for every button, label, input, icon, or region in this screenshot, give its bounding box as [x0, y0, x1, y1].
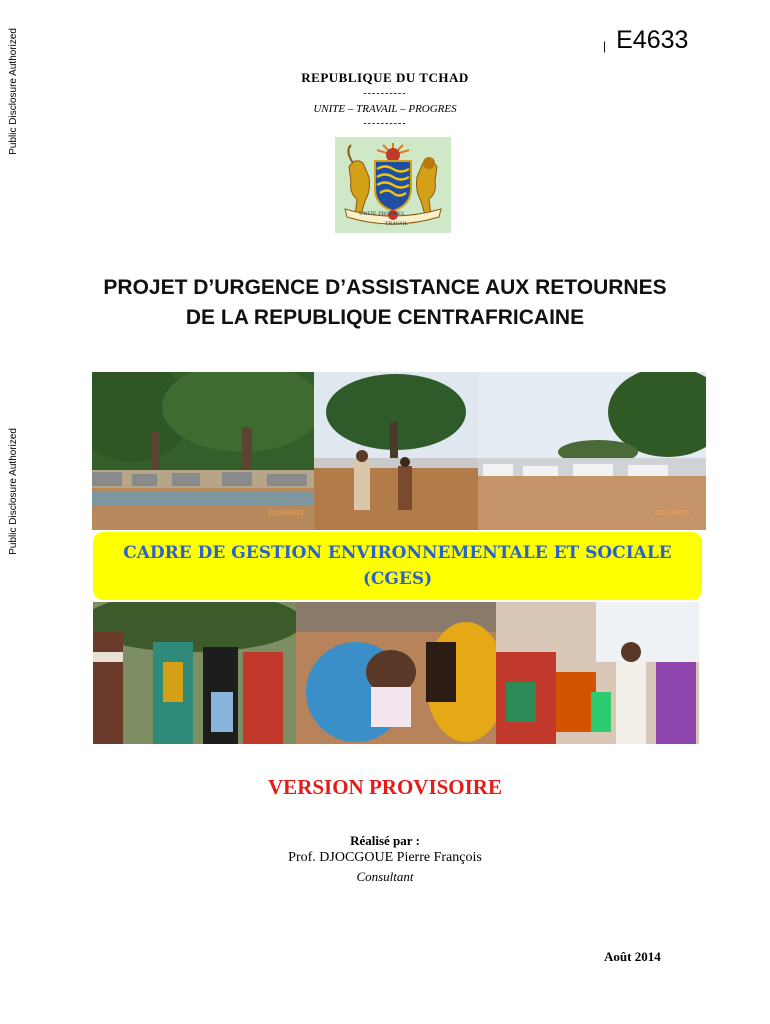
photo-camp-tents-right — [478, 372, 706, 530]
author-name: Prof. DJOCGOUE Pierre François — [288, 850, 482, 865]
photo-date-stamp: 2014/06/09 — [268, 510, 304, 517]
photo-children-group — [496, 602, 699, 744]
cges-banner — [93, 532, 702, 600]
author-role: Consultant — [356, 869, 414, 884]
title-line-2: DE LA REPUBLIQUE CENTRAFRICAINE — [185, 306, 585, 329]
disclosure-label-top: Public Disclosure Authorized — [8, 28, 19, 155]
photo-people-walking — [314, 372, 478, 530]
photo-mother-child — [296, 602, 496, 744]
banner-line-2: (CGES) — [362, 569, 433, 589]
coat-motto-top: UNITE PROGRES — [359, 211, 405, 217]
version-label: VERSION PROVISOIRE — [268, 775, 502, 799]
document-code — [603, 26, 688, 55]
photo-date-stamp: 2014/06/09 — [654, 510, 690, 517]
project-title — [0, 273, 770, 333]
photo-camp-tents-left — [92, 372, 314, 530]
code-tick: | — [603, 39, 607, 53]
realise-par-label: Réalisé par : — [350, 833, 420, 848]
photo-crowd-women — [93, 602, 296, 744]
title-line-1: PROJET D’URGENCE D’ASSISTANCE AUX RETOURNES — [103, 276, 667, 299]
chad-coat-of-arms-icon — [335, 137, 451, 233]
coat-motto-bottom: TRAVAIL — [385, 221, 408, 227]
document-date: Août 2014 — [604, 949, 661, 964]
code-value: E4633 — [616, 26, 689, 54]
separator-bottom: ---------- — [363, 118, 407, 129]
disclosure-label-middle: Public Disclosure Authorized — [8, 428, 19, 555]
national-motto: UNITE – TRAVAIL – PROGRES — [313, 103, 457, 115]
banner-line-1: CADRE DE GESTION ENVIRONNEMENTALE ET SOCIALE — [123, 543, 672, 563]
separator-top: ---------- — [363, 88, 407, 99]
country-name: REPUBLIQUE DU TCHAD — [301, 70, 469, 85]
